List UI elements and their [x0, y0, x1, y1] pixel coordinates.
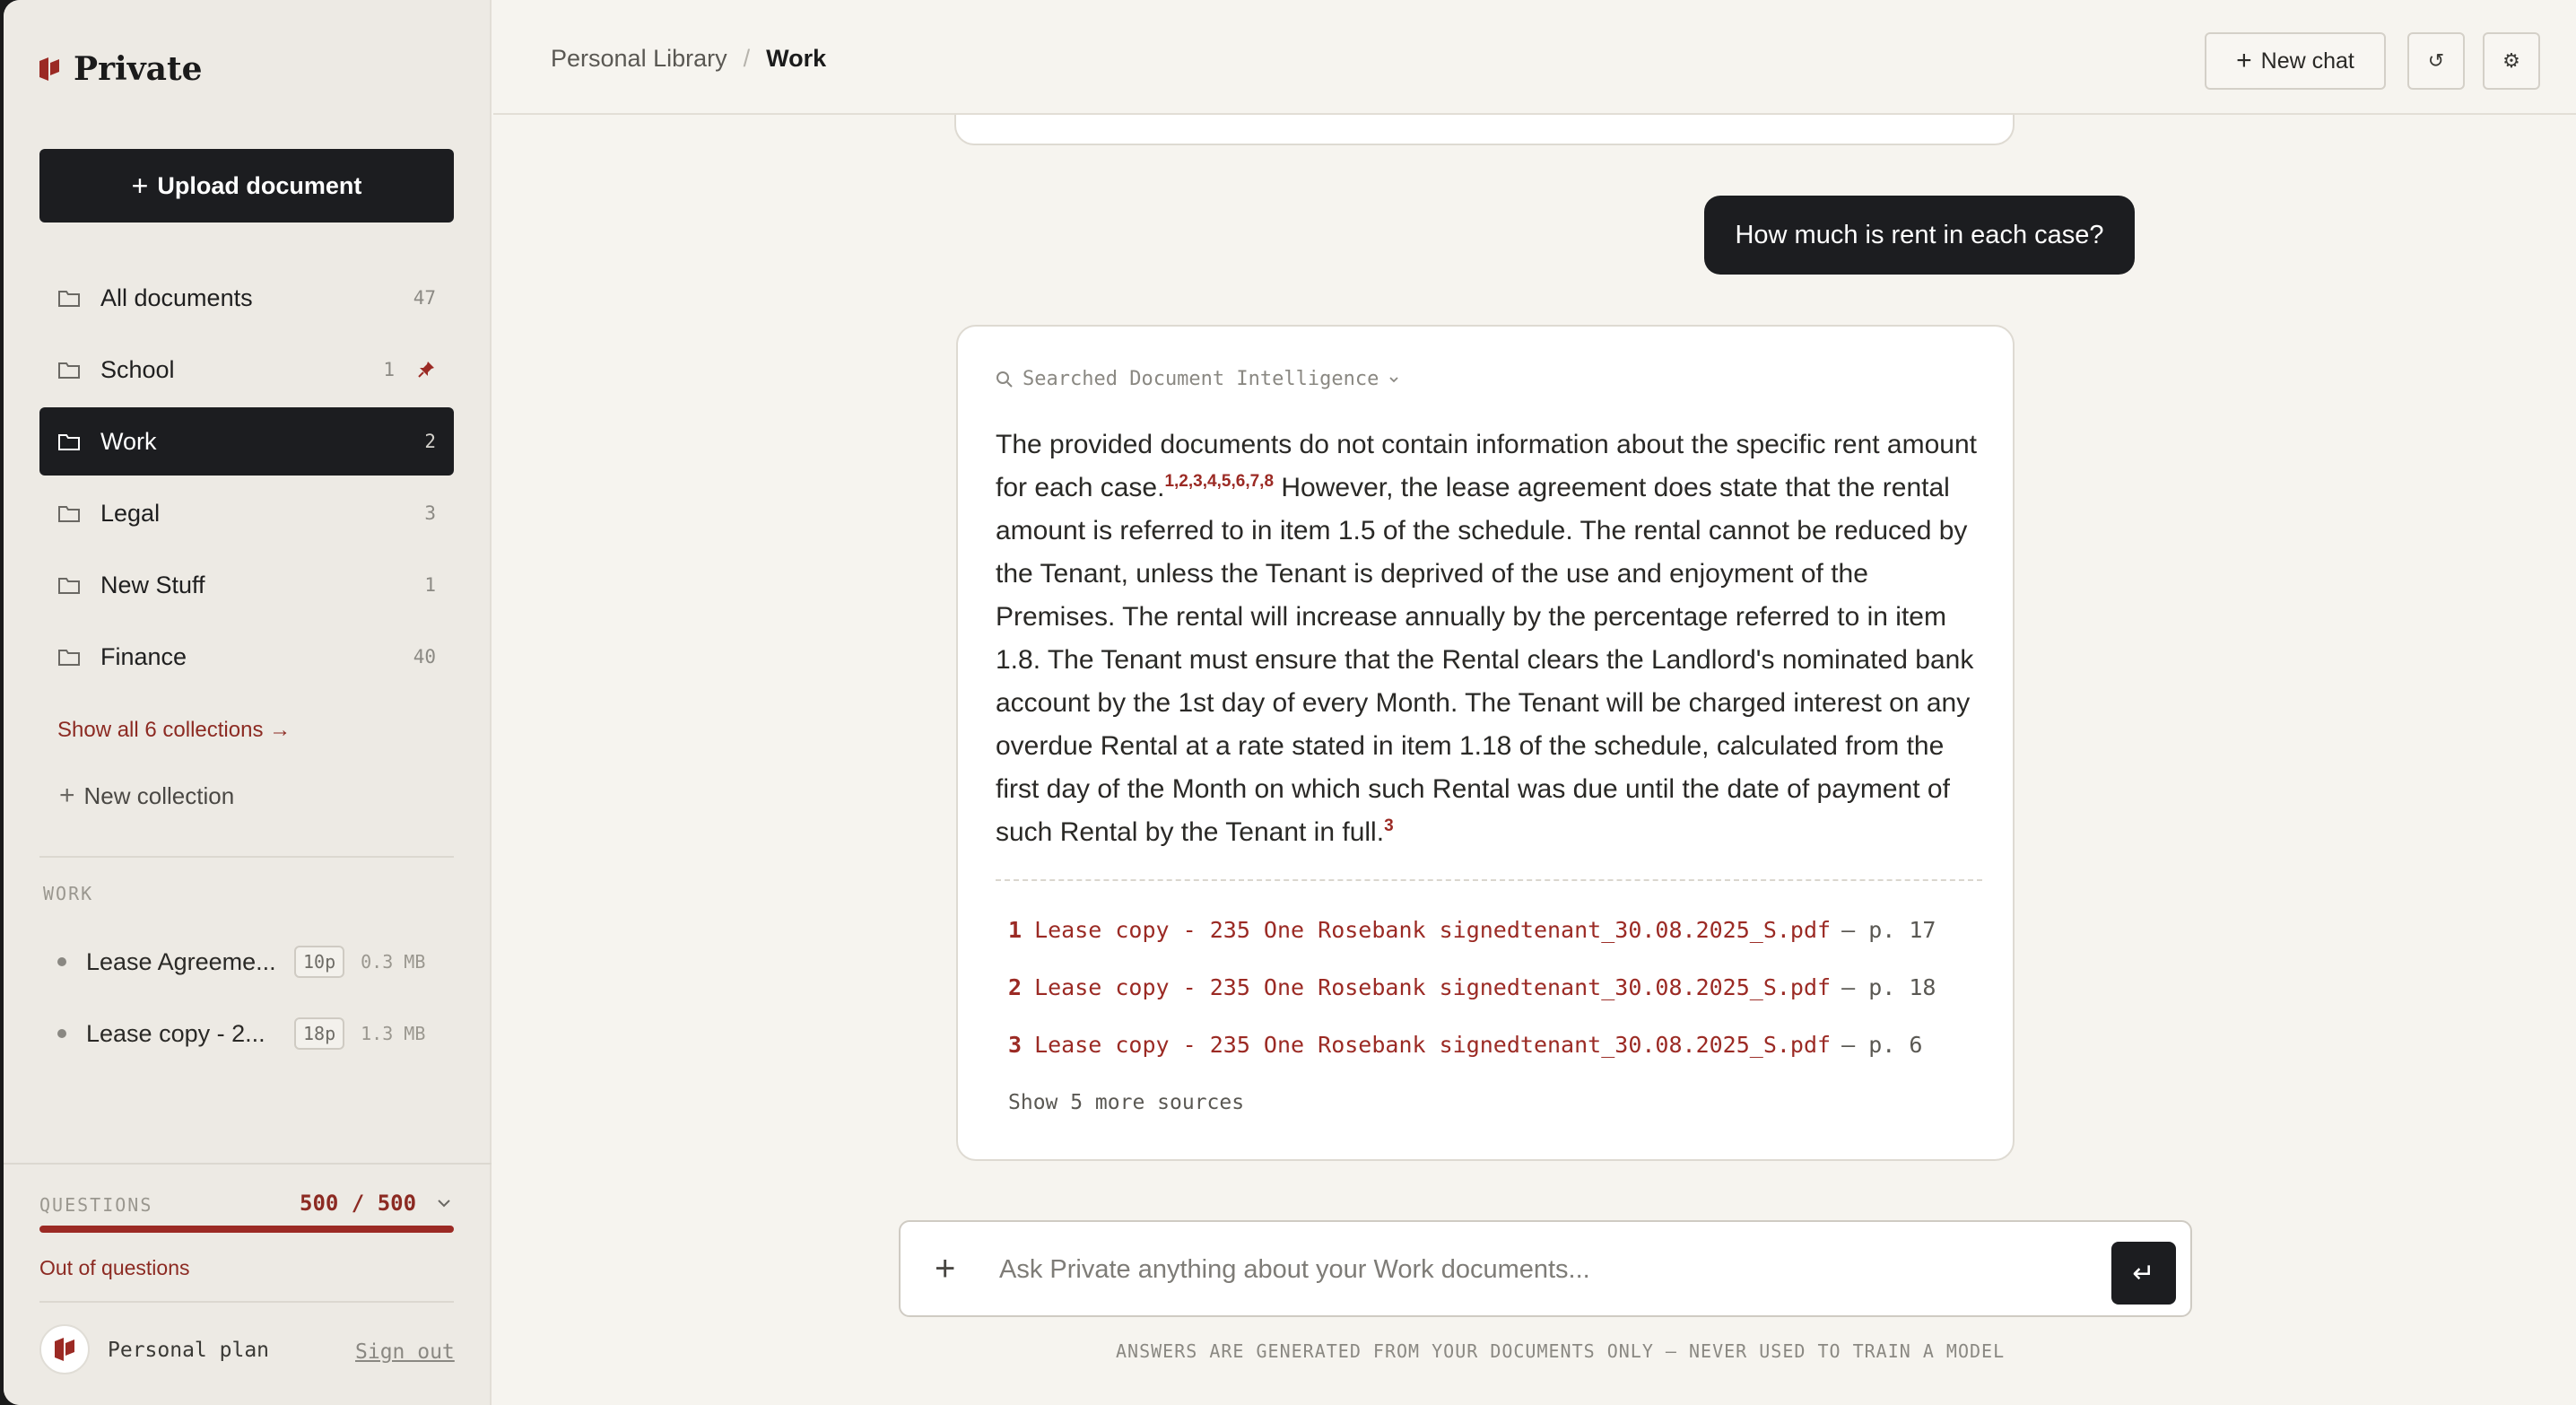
searched-label: Searched Document Intelligence [1023, 368, 1379, 390]
source-link[interactable] [1008, 912, 1936, 947]
user-message: How much is rent in each case? [1704, 196, 2135, 275]
collection-count: 3 [424, 502, 436, 524]
breadcrumb [551, 45, 826, 73]
folder-icon [57, 575, 81, 595]
citation-separator: , [1245, 472, 1250, 491]
citation-link[interactable]: 1 [1164, 472, 1175, 491]
refresh-icon: ↺ [2427, 49, 2445, 72]
document-size: 1.3 MB [361, 1023, 426, 1044]
attach-plus-icon[interactable]: + [935, 1249, 956, 1288]
gear-icon: ⚙ [2502, 49, 2520, 72]
enter-icon: ↵ [2132, 1258, 2155, 1288]
top-bar [493, 0, 2576, 115]
citation-link[interactable]: 3 [1193, 472, 1203, 491]
source-page: — p. 18 [1841, 973, 1936, 1000]
citation-separator: , [1202, 472, 1208, 491]
collection-school[interactable] [39, 336, 454, 404]
collection-label: Finance [100, 642, 187, 670]
breadcrumb-separator: / [743, 45, 751, 72]
questions-value: 500 / 500 [300, 1191, 417, 1216]
document-size: 0.3 MB [361, 951, 426, 973]
citation-link[interactable]: 4 [1207, 472, 1217, 491]
bullet-icon [57, 1029, 66, 1038]
new-collection-label: New collection [83, 781, 235, 809]
questions-progress-bar [39, 1226, 454, 1233]
answer-text [996, 423, 1986, 854]
plus-icon: + [2236, 46, 2252, 75]
searched-toggle[interactable] [996, 368, 1400, 390]
sidebar-divider [4, 1163, 492, 1165]
questions-label: QUESTIONS [39, 1194, 153, 1216]
source-number: 1 [1008, 916, 1023, 943]
upload-document-button[interactable] [39, 149, 454, 223]
search-icon [996, 371, 1014, 388]
citation-link[interactable]: 7 [1249, 472, 1260, 491]
folder-icon [57, 360, 81, 380]
new-collection-button[interactable] [59, 781, 234, 811]
collection-count: 2 [424, 431, 436, 452]
chevron-down-icon[interactable] [434, 1193, 454, 1213]
folder-icon [57, 647, 81, 667]
source-filename: Lease copy - 235 One Rosebank signedtenant_30.08.2025_S.pdf [1034, 916, 1832, 943]
brand[interactable] [38, 50, 203, 88]
source-filename: Lease copy - 235 One Rosebank signedtenant_30.08.2025_S.pdf [1034, 973, 1832, 1000]
app-window [4, 0, 2576, 1405]
collection-label: Work [100, 427, 157, 455]
document-name: Lease copy - 2... [86, 1019, 265, 1047]
questions-status: Out of questions [39, 1256, 190, 1279]
sidebar-divider [39, 1301, 454, 1303]
source-number: 2 [1008, 973, 1023, 1000]
citation-link[interactable]: 3 [1384, 816, 1394, 835]
citation-separator: , [1259, 472, 1265, 491]
breadcrumb-current: Work [766, 45, 827, 72]
collection-new-stuff[interactable] [39, 551, 454, 619]
document-item[interactable] [57, 1016, 452, 1052]
settings-button[interactable] [2483, 32, 2540, 90]
collection-work[interactable] [39, 407, 454, 476]
plan-label: Personal plan [108, 1339, 270, 1362]
upload-document-label: Upload document [157, 171, 362, 199]
show-all-collections-link[interactable]: Show all 6 collections → [57, 718, 292, 742]
document-pages-badge: 10p [294, 946, 344, 978]
answer-part-2: However, the lease agreement does state that the rental amount is referred to in item 1.5 of the schedule. The rental cannot be reduced by the Tenant, unless the Tenant is deprived of the use and enjoyment of the Premises. The rental will increase annually by the percentage referred to in item 1.8. The Tenant must ensure that the Rental clears the Landlord's nominated bank account by the 1st day of every Month. The Tenant will be charged interest on any overdue Rental at a rate stated in item 1.18 of the schedule, calculated from the first day of the Month on which such Rental was due until the date of payment of such Rental by the Tenant in full. [996, 473, 1974, 847]
collections-list [39, 264, 454, 694]
collection-count: 1 [424, 574, 436, 596]
citation-separator: , [1174, 472, 1179, 491]
collection-label: School [100, 355, 175, 383]
collection-label: All documents [100, 284, 253, 311]
composer [899, 1220, 2192, 1317]
source-link[interactable] [1008, 969, 1936, 1005]
collection-count: 1 [383, 359, 395, 380]
breadcrumb-personal-library[interactable]: Personal Library [551, 45, 727, 72]
pin-icon[interactable] [416, 360, 436, 380]
new-chat-label: New chat [2260, 48, 2354, 74]
ask-input[interactable] [999, 1249, 2031, 1290]
sign-out-link[interactable]: Sign out [355, 1340, 455, 1364]
send-button[interactable] [2111, 1242, 2176, 1305]
folder-icon [57, 503, 81, 523]
collection-all-documents[interactable] [39, 264, 454, 332]
brand-logo-icon [38, 56, 61, 83]
citation-separator: , [1216, 472, 1222, 491]
collection-legal[interactable] [39, 479, 454, 547]
citation-separator: , [1231, 472, 1236, 491]
collection-label: Legal [100, 499, 161, 527]
sidebar-divider [39, 856, 454, 858]
show-more-sources-button[interactable]: Show 5 more sources [1008, 1091, 1245, 1114]
collection-finance[interactable] [39, 623, 454, 691]
sources-divider [996, 879, 1982, 881]
folder-icon [57, 432, 81, 451]
refresh-button[interactable] [2407, 32, 2465, 90]
source-page: — p. 17 [1841, 916, 1936, 943]
plus-icon: + [131, 169, 149, 202]
footer-note: ANSWERS ARE GENERATED FROM YOUR DOCUMENTS ONLY — NEVER USED TO TRAIN A MODEL [1116, 1340, 2006, 1362]
source-number: 3 [1008, 1031, 1023, 1058]
folder-icon [57, 288, 81, 308]
avatar[interactable] [39, 1324, 90, 1374]
citation-separator: , [1188, 472, 1194, 491]
brand-name: Private [74, 50, 203, 88]
chevron-down-icon [1388, 373, 1400, 386]
answer-part-1: The provided documents do not contain information about the specific rent amount for each case. [996, 430, 1977, 502]
answer-card [956, 325, 2015, 1161]
source-link[interactable] [1008, 1026, 1922, 1062]
document-name: Lease Agreeme... [86, 947, 276, 975]
citation-link[interactable]: 2 [1179, 472, 1188, 491]
citation-link[interactable]: 8 [1264, 472, 1275, 491]
section-title: WORK [43, 883, 94, 904]
brand-logo-icon [53, 1336, 76, 1363]
collection-count: 47 [413, 287, 436, 309]
sidebar [4, 0, 492, 1405]
document-pages-badge: 18p [294, 1017, 344, 1050]
new-chat-button[interactable] [2205, 32, 2386, 90]
citation-link[interactable]: 6 [1235, 472, 1246, 491]
source-page: — p. 6 [1841, 1031, 1923, 1058]
citation-link[interactable]: 5 [1221, 472, 1231, 491]
plus-icon: + [59, 781, 75, 810]
collection-label: New Stuff [100, 571, 205, 598]
questions-progress-fill [39, 1226, 454, 1233]
bullet-icon [57, 957, 66, 966]
source-filename: Lease copy - 235 One Rosebank signedtenant_30.08.2025_S.pdf [1034, 1031, 1832, 1058]
document-item[interactable] [57, 944, 452, 980]
collection-count: 40 [413, 646, 436, 668]
